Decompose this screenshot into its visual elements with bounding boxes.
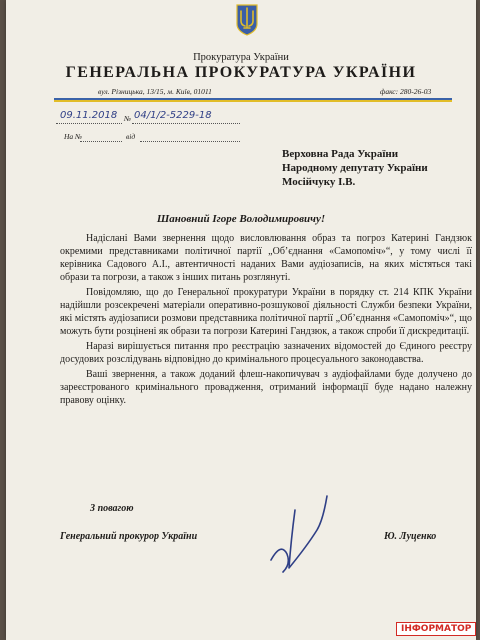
body-paragraph: Надіслані Вами звернення щодо висловлювання образ та погроз Катерині Гандзюк окремими представниками політичної партії „Об’єднання «Самопоміч»“, у тому числі її керівника Садового А.І., автентичності наданих Вами аудіозаписів, на яких містяться такі образи та погрози, а також з інших питань розглянуті. [60, 233, 472, 283]
signatory-title: Генеральний прокурор України [60, 531, 198, 542]
outgoing-number: 04/1/2-5229-18 [134, 110, 212, 121]
org-fax: факс: 280-26-03 [380, 87, 432, 96]
body-paragraph: Наразі вирішується питання про реєстрацію зазначених відомостей до Єдиного реєстру досудових розслідувань відповідно до кримінального процесуального законодавства. [60, 341, 472, 365]
incoming-date-line [140, 141, 240, 142]
incoming-number-label: На № [64, 132, 83, 141]
date-underline [56, 123, 122, 124]
recipient-line: Народному депутату України [282, 162, 428, 174]
source-watermark: ІНФОРМАТОР [396, 622, 476, 636]
body-paragraph: Повідомляю, що до Генеральної прокуратури України в порядку ст. 214 КПК України надійшли розсекречені матеріали оперативно-розшукової діяльності Служби безпеки України, які містять аудіозаписи розмови представника політичної партії „Об’єднання «Самопоміч»“, що можуть бути розцінені як образи та погрози Катерині Гандзюк, а також спроби її дискредитації. [60, 287, 472, 337]
closing-phrase: З повагою [90, 503, 134, 514]
org-subtitle: Прокуратура України [193, 52, 289, 63]
recipient-block [282, 147, 472, 189]
org-address: вул. Різницька, 13/15, м. Київ, 01011 [98, 87, 212, 96]
handwritten-signature [261, 490, 333, 580]
letter-page [6, 0, 476, 640]
number-underline [132, 123, 240, 124]
ukraine-trident-icon [236, 4, 258, 36]
incoming-date-label: від [126, 132, 136, 141]
letter-body [60, 232, 472, 409]
flag-stripe-yellow [54, 100, 452, 102]
outgoing-date: 09.11.2018 [60, 110, 118, 121]
recipient-line: Верховна Рада України [282, 148, 399, 160]
org-title: ГЕНЕРАЛЬНА ПРОКУРАТУРА УКРАЇНИ [65, 64, 417, 81]
recipient-line: Мосійчуку І.В. [282, 176, 356, 188]
signatory-name: Ю. Луценко [384, 531, 437, 542]
body-paragraph: Ваші звернення, а також доданий флеш-накопичувач з аудіофайлами буде долучено до зареєстрованого кримінального провадження, отриманий інформації буде надано належну правову оцінку. [60, 369, 472, 406]
incoming-number-line [80, 141, 122, 142]
salutation: Шановний Ігоре Володимировичу! [156, 213, 326, 225]
number-prefix: № [124, 114, 132, 123]
